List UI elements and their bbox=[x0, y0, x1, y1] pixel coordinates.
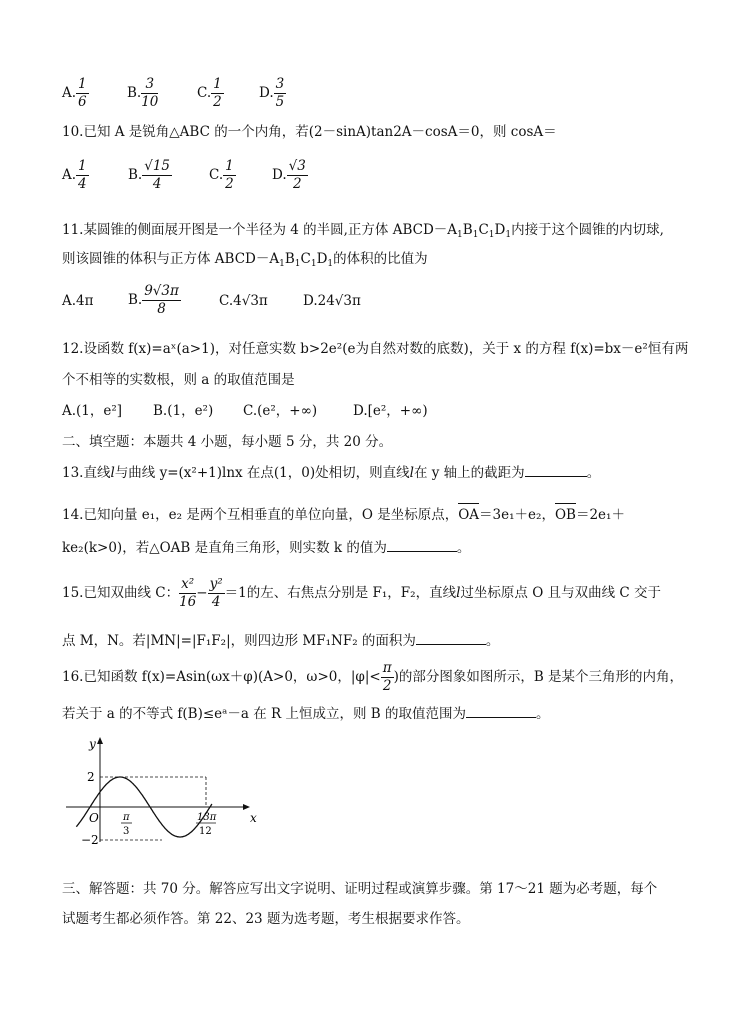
origin-label: O bbox=[89, 811, 99, 825]
answer-blank bbox=[525, 464, 587, 477]
text: 则该圆锥的体积与正方体 ABCD－A bbox=[62, 251, 280, 267]
fraction bbox=[223, 158, 236, 193]
fraction bbox=[142, 283, 181, 318]
q12-option-a: A.(1，e²] bbox=[62, 403, 123, 419]
q14-stem-line1 bbox=[62, 505, 625, 525]
var-l: l bbox=[456, 585, 461, 601]
sine-graph bbox=[56, 730, 266, 850]
answer-blank bbox=[416, 632, 486, 645]
q9-option-a bbox=[62, 76, 89, 111]
q9-option-b bbox=[127, 76, 158, 111]
text: 14.已知向量 e₁，e₂ 是两个互相垂直的单位向量，O 是坐标原点， bbox=[62, 507, 459, 523]
text: 点 M，N。若|MN|=|F₁F₂|，则四边形 MF₁NF₂ 的面积为 bbox=[62, 633, 416, 649]
q9-option-c bbox=[197, 76, 224, 111]
denominator: 6 bbox=[78, 94, 87, 110]
option-letter: C. bbox=[209, 167, 224, 183]
tick1-denominator: 3 bbox=[123, 826, 130, 837]
denominator: 2 bbox=[225, 176, 234, 192]
denominator: 5 bbox=[275, 94, 285, 110]
denominator: 4 bbox=[211, 594, 221, 610]
option-letter: C. bbox=[197, 85, 212, 101]
q13-stem bbox=[62, 463, 600, 483]
text: 若关于 a 的不等式 f(B)≤eᵃ－a 在 R 上恒成立，则 B 的取值范围为 bbox=[62, 706, 466, 722]
q12-option-b: B.(1，e²) bbox=[153, 403, 214, 419]
denominator: 2 bbox=[292, 176, 302, 192]
denominator: 4 bbox=[78, 176, 87, 192]
numerator: √3 bbox=[288, 158, 306, 174]
fraction bbox=[287, 158, 308, 193]
numerator: √15 bbox=[144, 158, 170, 174]
text: ＝3e₁＋e₂， bbox=[479, 507, 555, 523]
fraction bbox=[76, 76, 89, 111]
fraction bbox=[208, 576, 225, 611]
tick2-denominator: 12 bbox=[199, 826, 212, 837]
text: 。 bbox=[485, 633, 500, 649]
q11-option-d: D.24√3π bbox=[303, 293, 361, 309]
fraction bbox=[211, 76, 224, 111]
text: 内接于这个圆锥的内切球, bbox=[511, 222, 664, 238]
q10-option-c bbox=[209, 158, 236, 193]
q10-option-b bbox=[128, 158, 172, 193]
section-3-line2: 试题考生都必须作答。第 22、23 题为选考题，考生根据要求作答。 bbox=[62, 911, 470, 927]
q11-option-a: A.4π bbox=[62, 293, 94, 309]
text: 15.已知双曲线 C： bbox=[62, 585, 180, 601]
q11-option-b bbox=[128, 283, 181, 318]
option-letter: A. bbox=[62, 85, 77, 101]
q11-stem-line2: 则该圆锥的体积与正方体 $ABCD-A_1B_1C_1D_1$的体积的比值为 bbox=[62, 251, 428, 269]
denominator: 2 bbox=[382, 678, 392, 694]
q16-stem-line2 bbox=[62, 704, 549, 724]
y-min-label: −2 bbox=[81, 833, 99, 847]
numerator: 1 bbox=[78, 76, 87, 92]
denominator: 10 bbox=[141, 94, 159, 110]
q15-stem-line2 bbox=[62, 631, 499, 651]
q10-option-a bbox=[62, 158, 89, 193]
q11-option-c: C.4√3π bbox=[219, 293, 268, 309]
text: 在 y 轴上的截距为 bbox=[413, 465, 525, 481]
option-letter: D. bbox=[272, 167, 287, 183]
section-3-line1: 三、解答题：共 70 分。解答应写出文字说明、证明过程或演算步骤。第 17～21 题为必考题，每个 bbox=[62, 881, 658, 897]
answer-blank bbox=[387, 539, 457, 552]
text: )的部分图象如图所示，B 是某个三角形的内角， bbox=[393, 669, 684, 685]
fraction bbox=[381, 660, 394, 695]
q12-stem-line2: 个不相等的实数根，则 a 的取值范围是 bbox=[62, 372, 295, 388]
numerator: 1 bbox=[225, 158, 234, 174]
var-l: l bbox=[110, 465, 115, 481]
denominator: 2 bbox=[213, 94, 222, 110]
fraction bbox=[142, 158, 172, 193]
vector-ob: OB bbox=[554, 507, 576, 523]
fraction bbox=[76, 158, 89, 193]
numerator: 1 bbox=[213, 76, 222, 92]
option-letter: D. bbox=[259, 85, 274, 101]
x-axis-label: x bbox=[250, 811, 257, 825]
text: ke₂(k>0)，若△OAB 是直角三角形，则实数 k 的值为 bbox=[62, 540, 387, 556]
vector-oa: OA bbox=[458, 507, 480, 523]
option-letter: A. bbox=[62, 167, 77, 183]
tick1-numerator: π bbox=[123, 812, 130, 823]
q12-stem-line1: 12.设函数 f(x)=aˣ(a>1)，对任意实数 b>2e²(e为自然对数的底数)，关于 x 的方程 f(x)=bx－e²恒有两 bbox=[62, 341, 689, 357]
numerator: x² bbox=[179, 576, 196, 594]
numerator: 3 bbox=[275, 76, 285, 92]
text: 13.直线 bbox=[62, 465, 111, 481]
numerator: 1 bbox=[78, 158, 87, 174]
q11-stem-line1: 11.某圆锥的侧面展开图是一个半径为 4 的半圆,正方体 $ABCD-A_1B_1C_1D_1$内接于这个圆锥的内切球, bbox=[62, 222, 664, 240]
fraction bbox=[141, 76, 158, 111]
text: ＝2e₁＋ bbox=[575, 507, 625, 523]
answer-blank bbox=[466, 705, 536, 718]
q12-option-c: C.(e²，+∞) bbox=[243, 403, 318, 419]
fraction bbox=[179, 576, 196, 611]
text: 与曲线 y=(x²+1)lnx 在点(1，0)处相切，则直线 bbox=[114, 465, 410, 481]
fraction bbox=[274, 76, 287, 111]
q10-option-d bbox=[272, 158, 308, 193]
numerator: y² bbox=[209, 576, 223, 592]
text: 。 bbox=[535, 706, 550, 722]
option-letter: B. bbox=[128, 292, 143, 308]
numerator: 3 bbox=[141, 76, 158, 94]
q9-option-d bbox=[259, 76, 286, 111]
text: 。 bbox=[456, 540, 471, 556]
numerator: π bbox=[382, 660, 392, 676]
y-axis-label: y bbox=[89, 737, 96, 751]
var-l: l bbox=[409, 465, 414, 481]
text: 的体积的比值为 bbox=[333, 251, 428, 267]
numerator: 9√3π bbox=[144, 283, 179, 299]
text: 过坐标原点 O 且与双曲线 C 交于 bbox=[460, 585, 661, 601]
option-letter: B. bbox=[128, 167, 143, 183]
text: 。 bbox=[586, 465, 601, 481]
y-axis-arrow bbox=[97, 737, 103, 744]
section-2-title: 二、填空题：本题共 4 小题，每小题 5 分，共 20 分。 bbox=[62, 434, 393, 450]
denominator: 8 bbox=[157, 301, 166, 317]
text: 11.某圆锥的侧面展开图是一个半径为 4 的半圆,正方体 ABCD－A bbox=[62, 222, 458, 238]
tick2-numerator: 13π bbox=[197, 812, 217, 823]
text: ＝1的左、右焦点分别是 F₁，F₂，直线 bbox=[224, 585, 457, 601]
q16-stem-line1 bbox=[62, 658, 683, 696]
denominator: 4 bbox=[152, 176, 162, 192]
q12-option-d: D.[e²，+∞) bbox=[353, 403, 428, 419]
q14-stem-line2 bbox=[62, 538, 470, 558]
denominator: 16 bbox=[179, 594, 197, 610]
text: 16.已知函数 f(x)=Asin(ωx＋φ)(A>0，ω>0，|φ|< bbox=[62, 669, 381, 685]
option-letter: B. bbox=[127, 85, 142, 101]
y-max-label: 2 bbox=[87, 770, 95, 784]
q15-stem-line1 bbox=[62, 574, 661, 612]
x-axis-arrow bbox=[243, 804, 250, 810]
q10-stem: 10.已知 A 是锐角△ABC 的一个内角，若(2－sinA)tan2A－cosA＝0，则 cosA＝ bbox=[62, 124, 557, 140]
minus-sign: − bbox=[196, 585, 208, 601]
